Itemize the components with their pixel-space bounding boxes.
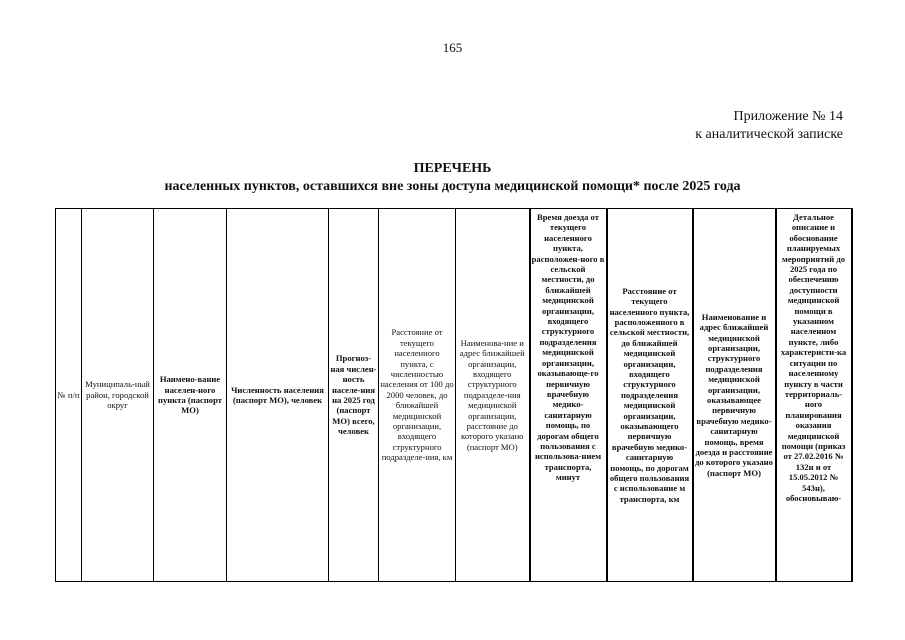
header-cell-distance-rural: Расстояние от текущего населенного пункта, расположенного в сельской местности, до ближайшей медицинской организации, входящего структурного подразделения медицинской организации, оказывающего первичную врачебную медико-санитарную помощь, по дорогам общего пользования с использование м транспорта, км: [607, 209, 693, 582]
title-subheading: населенных пунктов, оставшихся вне зоны доступа медицинской помощи* после 2025 года: [164, 179, 741, 194]
appendix-number: Приложение № 14: [733, 109, 843, 124]
header-cell-planned-measures: Детальное описание и обоснование планируемых мероприятий до 2025 года по обеспечению доступности медицинской помощи в указанном населенном пункте, либо характеристи-ка ситуации по населенному пункту в части территориаль-ного планирования оказания медицинской помощи (приказ от 27.02.2016 № 132н и от 15.05.2012 № 543н), обосновываю-: [776, 209, 852, 582]
table-header-row: [56, 209, 852, 582]
header-cell-population: Численность населения (паспорт МО), человек: [227, 209, 329, 582]
header-cell-nearest-organization: Наименова-ние и адрес ближайшей организации, входящего структурного подразделе-ния медицинской организации, расстояние до которого указано (паспорт МО): [456, 209, 530, 582]
appendix-caption: [695, 108, 843, 144]
settlements-table: [55, 208, 853, 582]
page-number: 165: [442, 40, 463, 55]
header-cell-forecast-population: Прогноз-ная числен-ность населе-ния на 2025 год (паспорт МО) всего, человек: [329, 209, 379, 582]
document-title: [0, 160, 905, 196]
header-cell-distance-small-settlement: Расстояние от текущего населенного пункта, с численностью населения от 100 до 2000 человек, до ближайшей медицинской организации, входящего структурного подразделе-ния, км: [379, 209, 456, 582]
title-heading: ПЕРЕЧЕНЬ: [413, 161, 492, 176]
header-cell-nearest-primary-care: Наименование и адрес ближайшей медицинской организации, структурного подразделения медицинской организации, оказывающее первичную врачебную медико-санитарную помощь, время доезда и расстояние до которого указано (паспорт МО): [693, 209, 776, 582]
header-cell-number: № п/п: [56, 209, 82, 582]
header-cell-settlement-name: Наимено-вание населен-ного пункта (паспорт МО): [154, 209, 227, 582]
header-cell-district: Муниципаль-ный район, городской округ: [82, 209, 154, 582]
header-cell-travel-time: Время доезда от текущего населенного пункта, расположен-ного в сельской местности, до ближайшей медицинской организации, входящего структурного подразделения медицинской организации, оказывающе-го первичную врачебную медико-санитарную помощь, по дорогам общего пользования с использова-нием транспорта, минут: [530, 209, 607, 582]
appendix-reference: к аналитической записке: [695, 127, 843, 142]
